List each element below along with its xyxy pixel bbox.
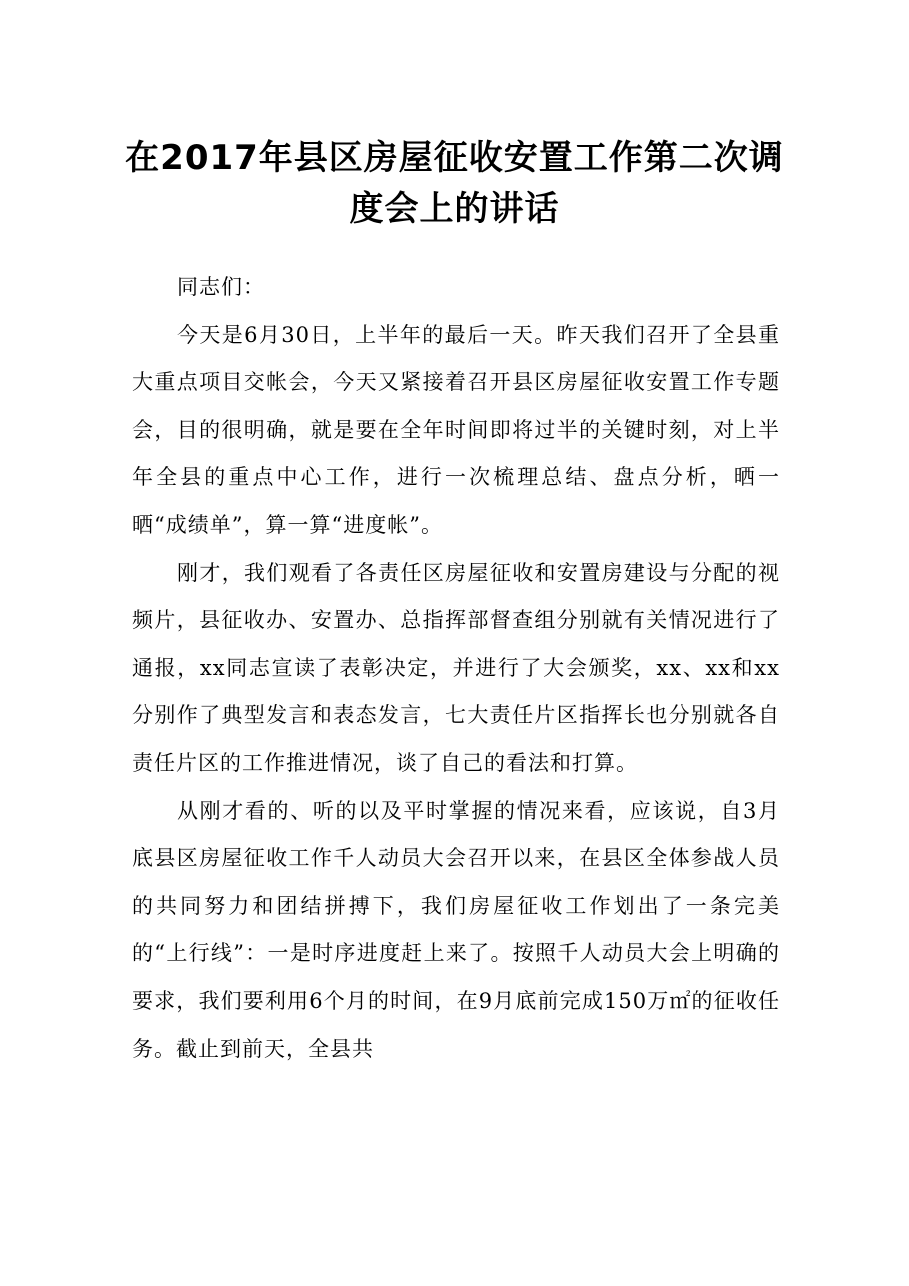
paragraph-2: 刚才，我们观看了各责任区房屋征收和安置房建设与分配的视频片，县征收办、安置办、总指挥部督查组分别就有关情况进行了通报，xx同志宣读了表彰决定，并进行了大会颁奖，xx、xx和xx分别作了典型发言和表态发言，七大责任片区指挥长也分别就各自责任片区的工作推进情况，谈了自己的看法和打算。 bbox=[132, 560, 780, 775]
paragraph-3: 从刚才看的、听的以及平时掌握的情况来看，应该说，自3月底县区房屋征收工作千人动员大会召开以来，在县区全体参战人员的共同努力和团结拼搏下，我们房屋征收工作划出了一条完美的“上行线”：一是时序进度赶上来了。按照千人动员大会上明确的要求，我们要利用6个月的时间，在9月底前完成150万㎡的征收任务。截止到前天，全县共 bbox=[132, 798, 780, 1061]
paragraph-salutation: 同志们： bbox=[177, 275, 265, 299]
document-body bbox=[132, 264, 780, 1073]
document-title: 在2017年县区房屋征收安置工作第二次调度会上的讲话 bbox=[125, 138, 784, 229]
paragraph-1: 今天是6月30日，上半年的最后一天。昨天我们召开了全县重大重点项目交帐会，今天又紧接着召开县区房屋征收安置工作专题会，目的很明确，就是要在全年时间即将过半的关键时刻，对上半年全县的重点中心工作，进行一次梳理总结、盘点分析，晒一晒“成绩单”，算一算“进度帐”。 bbox=[132, 322, 780, 537]
